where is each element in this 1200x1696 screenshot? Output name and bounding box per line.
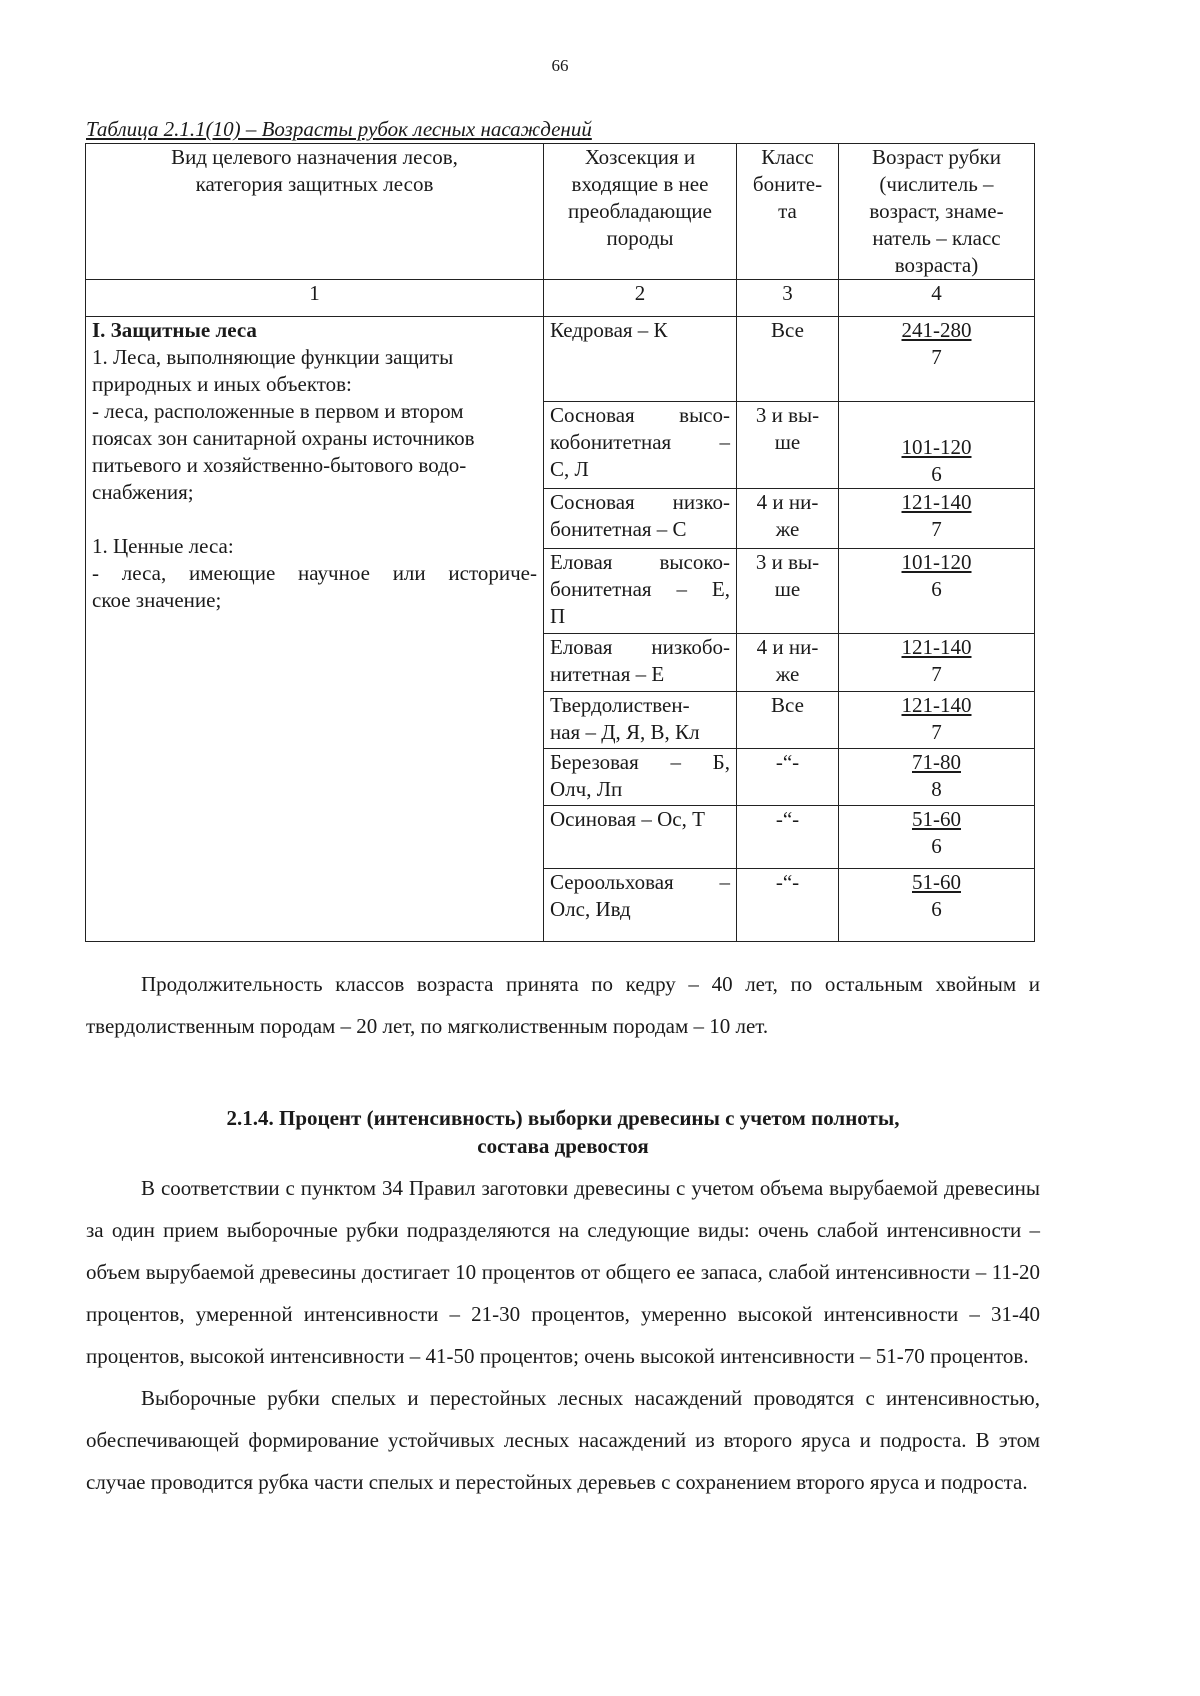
- section-line: Еловая высоко-: [550, 550, 730, 574]
- age-cell: [839, 806, 1035, 869]
- section-line: Олч, Лп: [550, 777, 623, 801]
- purpose-line: 1. Ценные леса:: [92, 534, 234, 558]
- section-line: Еловая низкобо-: [550, 635, 730, 659]
- age-class: 8: [931, 777, 942, 801]
- paragraph: Выборочные рубки спелых и перестойных лесных насаждений проводятся с интенсивностью, обеспечивающей формирование устойчивых лесных насаждений из второго яруса и подроста. В этом случае проводится рубка части спелых и перестойных деревьев с сохранением второго яруса и подроста.: [86, 1386, 1040, 1494]
- section-line: Олс, Ивд: [550, 897, 631, 921]
- purpose-line: поясах зон санитарной охраны источников: [92, 426, 475, 450]
- header-line: (числитель –: [879, 172, 994, 196]
- purpose-line: снабжения;: [92, 480, 194, 504]
- header-cell-purpose: [86, 144, 544, 280]
- section-cell: [544, 749, 737, 806]
- header-cell-section: [544, 144, 737, 280]
- table-caption: Таблица 2.1.1(10) – Возрасты рубок лесных насаждений: [86, 117, 592, 141]
- header-line: Вид целевого назначения лесов,: [171, 145, 458, 169]
- age-cell: [839, 692, 1035, 749]
- section-heading: [86, 1104, 1040, 1160]
- bonitet-line: же: [775, 517, 800, 541]
- section-line: Сероольховая –: [550, 870, 730, 894]
- age-class: 6: [931, 897, 942, 921]
- bonitet-line: 4 и ни-: [756, 635, 819, 659]
- bonitet-cell: [737, 869, 839, 942]
- header-cell-age: [839, 144, 1035, 280]
- bonitet-cell: [737, 402, 839, 489]
- age-cell: [839, 402, 1035, 489]
- bonitet-line: Все: [771, 318, 804, 342]
- table-note: [86, 963, 1040, 1047]
- age-value: 51-60: [912, 807, 961, 831]
- bonitet-line: 4 и ни-: [756, 490, 819, 514]
- bonitet-cell: [737, 489, 839, 549]
- purpose-line: - леса, расположенные в первом и втором: [92, 399, 464, 423]
- heading-line: состава древостоя: [477, 1134, 649, 1158]
- age-value: 121-140: [901, 635, 972, 659]
- age-value: 51-60: [912, 870, 961, 894]
- heading-line: 2.1.4. Процент (интенсивность) выборки древесины с учетом полноты,: [226, 1106, 900, 1130]
- age-value: 71-80: [912, 750, 961, 774]
- purpose-line: ское значение;: [92, 588, 222, 612]
- age-value: 121-140: [901, 693, 972, 717]
- age-cell: [839, 489, 1035, 549]
- age-class: 6: [931, 462, 942, 486]
- bonitet-cell: [737, 317, 839, 402]
- header-cell-bonitet: [737, 144, 839, 280]
- column-number: 3: [737, 280, 839, 317]
- section-line: ная – Д, Я, В, Кл: [550, 720, 700, 744]
- bonitet-line: 3 и вы-: [755, 550, 820, 574]
- header-line: возраст, знаме-: [869, 199, 1004, 223]
- bonitet-line: 3 и вы-: [755, 403, 820, 427]
- page-number: 66: [551, 56, 569, 75]
- section-cell: [544, 402, 737, 489]
- header-line: преобладающие: [568, 199, 712, 223]
- bonitet-cell: [737, 749, 839, 806]
- age-class: 7: [931, 517, 942, 541]
- body-text: [86, 1167, 1040, 1503]
- bonitet-line: -“-: [775, 807, 800, 831]
- bonitet-line: Все: [771, 693, 804, 717]
- section-line: бонитетная – Е,: [550, 577, 730, 601]
- header-line: Класс: [761, 145, 814, 169]
- age-value: 121-140: [901, 490, 972, 514]
- bonitet-line: ше: [774, 577, 801, 601]
- bonitet-line: же: [775, 662, 800, 686]
- section-line: Сосновая высо-: [550, 403, 730, 427]
- age-cell: [839, 634, 1035, 692]
- note-paragraph: Продолжительность классов возраста принята по кедру – 40 лет, по остальным хвойным и твердолиственным породам – 20 лет, по мягколиственным породам – 10 лет.: [86, 972, 1040, 1038]
- section-line: П: [550, 604, 566, 628]
- bonitet-line: -“-: [775, 870, 800, 894]
- age-class: 6: [931, 577, 942, 601]
- age-value: 101-120: [901, 435, 972, 459]
- age-class: 7: [931, 345, 942, 369]
- age-value: 101-120: [901, 550, 972, 574]
- age-cell: [839, 549, 1035, 634]
- section-cell: [544, 317, 737, 402]
- column-number: 2: [544, 280, 737, 317]
- section-cell: [544, 869, 737, 942]
- section-cell: [544, 692, 737, 749]
- bonitet-cell: [737, 549, 839, 634]
- purpose-cell: [86, 317, 544, 942]
- cutting-age-table: [85, 143, 1035, 942]
- header-line: натель – класс: [872, 226, 1001, 250]
- bonitet-cell: [737, 806, 839, 869]
- age-class: 7: [931, 662, 942, 686]
- paragraph: В соответствии с пунктом 34 Правил заготовки древесины с учетом объема вырубаемой древесины за один прием выборочные рубки подразделяются на следующие виды: очень слабой интенсивности – объем вырубаемой древесины достигает 10 процентов от общего ее запаса, слабой интенсивности – 11-20 процентов, умеренной интенсивности – 21-30 процентов, умеренно высокой интенсивности – 31-40 процентов, высокой интенсивности – 41-50 процентов; очень высокой интенсивности – 51-70 процентов.: [86, 1176, 1040, 1368]
- header-line: входящие в нее: [571, 172, 709, 196]
- purpose-line: питьевого и хозяйственно-бытового водо-: [92, 453, 467, 477]
- purpose-line: - леса, имеющие научное или историче-: [92, 561, 537, 585]
- header-line: та: [778, 199, 797, 223]
- section-line: Березовая – Б,: [550, 750, 730, 774]
- section-line: бонитетная – С: [550, 517, 687, 541]
- section-line: Твердолиствен-: [550, 693, 690, 717]
- age-value: 241-280: [901, 318, 972, 342]
- bonitet-line: ше: [774, 430, 801, 454]
- header-line: Хозсекция и: [584, 145, 696, 169]
- age-cell: [839, 749, 1035, 806]
- section-title: I. Защитные леса: [92, 318, 257, 342]
- section-cell: [544, 489, 737, 549]
- column-number: 4: [839, 280, 1035, 317]
- section-line: кобонитетная –: [550, 430, 730, 454]
- bonitet-line: -“-: [775, 750, 800, 774]
- header-line: возраста): [894, 253, 979, 277]
- age-class: 6: [931, 834, 942, 858]
- header-line: бонитe-: [752, 172, 823, 196]
- header-line: Возраст рубки: [872, 145, 1001, 169]
- bonitet-cell: [737, 692, 839, 749]
- age-cell: [839, 869, 1035, 942]
- purpose-line: 1. Леса, выполняющие функции защиты: [92, 345, 454, 369]
- section-cell: [544, 549, 737, 634]
- section-line: С, Л: [550, 457, 589, 481]
- spacer: [92, 506, 537, 533]
- section-cell: [544, 634, 737, 692]
- header-line: категория защитных лесов: [195, 172, 434, 196]
- table-row: [86, 317, 1035, 402]
- section-cell: [544, 806, 737, 869]
- section-line: нитетная – Е: [550, 662, 665, 686]
- table-header-row: [86, 144, 1035, 280]
- column-number: 1: [86, 280, 544, 317]
- section-line: Сосновая низко-: [550, 490, 730, 514]
- purpose-line: природных и иных объектов:: [92, 372, 352, 396]
- age-cell: [839, 317, 1035, 402]
- section-line: Осиновая – Ос, Т: [550, 807, 705, 831]
- age-class: 7: [931, 720, 942, 744]
- bonitet-cell: [737, 634, 839, 692]
- column-number-row: [86, 280, 1035, 317]
- section-line: Кедровая – К: [550, 318, 668, 342]
- header-line: породы: [606, 226, 674, 250]
